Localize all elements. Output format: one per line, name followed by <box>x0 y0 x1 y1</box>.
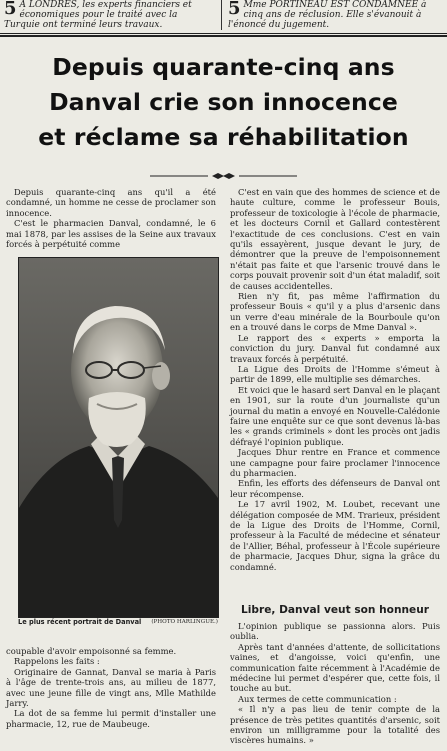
headline <box>0 50 447 155</box>
headline-line-2: Danval crie son innocence <box>49 88 398 116</box>
paragraph: Aux termes de cette communication : <box>238 693 397 704</box>
ornament-rule <box>150 172 297 180</box>
paragraph: Le rapport des « experts » emporta la conviction du jury. Danval fut condamné aux travaux forcés à perpétuité. <box>230 332 440 364</box>
left-column-intro <box>6 187 216 249</box>
paragraph: Originaire de Gannat, Danval se maria à Paris à l'âge de trente-trois ans, au milieu de 1877, avec une jeune fille de vingt ans, Mlle Mathilde Jarry. <box>6 666 216 709</box>
portrait-image <box>19 258 218 617</box>
column-rule <box>221 0 222 30</box>
brief-number: 5 <box>4 0 17 19</box>
subheading: Libre, Danval veut son honneur <box>241 604 429 616</box>
photo-credit: (PHOTO HARLINGUE.) <box>151 619 218 625</box>
lead-paragraph: Depuis quarante-cinq ans qu'il a été condamné, un homme ne cesse de proclamer son innocence. <box>6 187 216 218</box>
caption-title: Le plus récent portrait de Danval <box>18 618 142 626</box>
paragraph: « Il n'y a pas lieu de tenir compte de la présence de très petites quantités d'arsenic, soit environ un milligramme pour la totalité des viscères humains. » <box>230 704 440 746</box>
top-rule-thick <box>0 35 447 37</box>
paragraph: L'opinion publique se passionna alors. Puis oublia. <box>230 621 440 642</box>
top-brief-left <box>4 0 216 30</box>
top-rule <box>0 33 447 34</box>
portrait-photo <box>18 257 219 618</box>
paragraph: C'est le pharmacien Danval, condamné, le 6 mai 1878, par les assises de la Seine aux travaux forcés à perpétuité comme <box>6 218 216 250</box>
paragraph: Et voici que le hasard sert Danval en le plaçant en 1901, sur la route d'un journaliste qu'un journal du matin a envoyé en Nouvelle-Calédonie faire une enquête sur ce que sont devenus là-bas les « grands criminels » dont les procès ont jadis défrayé l'opinion publique. <box>230 384 440 447</box>
paragraph: Le 17 avril 1902, M. Loubet, recevant une délégation composée de MM. Trarieux, président de la Ligue des Droits de l'Homme, Cornil, professeur à la Faculté de médecine et sénateur de l'Allier, Béhal, professeur à l'École supérieure de pharmacie, Jacques Dhur, signa la grâce du condamné. <box>230 499 440 572</box>
left-column-body <box>6 646 216 729</box>
headline-line-3: et réclame sa réhabilitation <box>38 123 409 151</box>
paragraph: coupable d'avoir empoisonné sa femme. <box>6 646 177 656</box>
paragraph: Jacques Dhur rentre en France et commence une campagne pour faire proclamer l'innocence du pharmacien. <box>230 447 440 478</box>
brief-number: 5 <box>228 0 241 19</box>
brief-text: Mme PORTINEAU EST CONDAMNÉE à cinq ans de réclusion. Elle s'évanouit à l'énoncé du jugement. <box>228 0 427 30</box>
brief-text: A LONDRES, les experts financiers et économiques pour le traité avec la Turquie ont terminé leurs travaux. <box>4 0 192 30</box>
paragraph: La Ligue des Droits de l'Homme s'émeut à partir de 1899, elle multiplie ses démarches. <box>230 363 440 385</box>
top-brief-right <box>228 0 442 30</box>
right-column-body <box>230 187 440 572</box>
right-column-continued <box>230 621 440 746</box>
photo-caption <box>18 618 218 626</box>
paragraph: La dot de sa femme lui permit d'installer une pharmacie, 12, rue de Maubeuge. <box>6 708 216 729</box>
paragraph: Après tant d'années d'attente, de sollicitations vaines, et d'angoisse, voici qu'enfin, une communication faite récemment à l'Académie de médecine lui permet d'espérer que, cette fois, il touche au but. <box>230 641 440 694</box>
headline-line-1: Depuis quarante-cinq ans <box>52 53 395 81</box>
paragraph: Rappelons les faits : <box>14 656 100 667</box>
paragraph: Enfin, les efforts des défenseurs de Danval ont leur récompense. <box>230 478 440 499</box>
paragraph: Rien n'y fit, pas même l'affirmation du professeur Bouis « qu'il y a plus d'arsenic dans un verre d'eau minérale de la Bourboule qu'on en a trouvé dans le corps de Mme Danval ». <box>230 291 440 333</box>
paragraph: C'est en vain que des hommes de science et de haute culture, comme le professeur Bouis, professeur de toxicologie à l'école de pharmacie, et les docteurs Cornil et Gallard contestèrent l'exactitude de ces conclusions. C'est en vain qu'ils essayèrent, jusque devant le jury, de démontrer que la preuve de l'empoisonnement n'était pas faite et que l'arsenic trouvé dans le corps pouvait provenir soit d'un état maladif, soit de causes accidentelles. <box>230 187 440 291</box>
